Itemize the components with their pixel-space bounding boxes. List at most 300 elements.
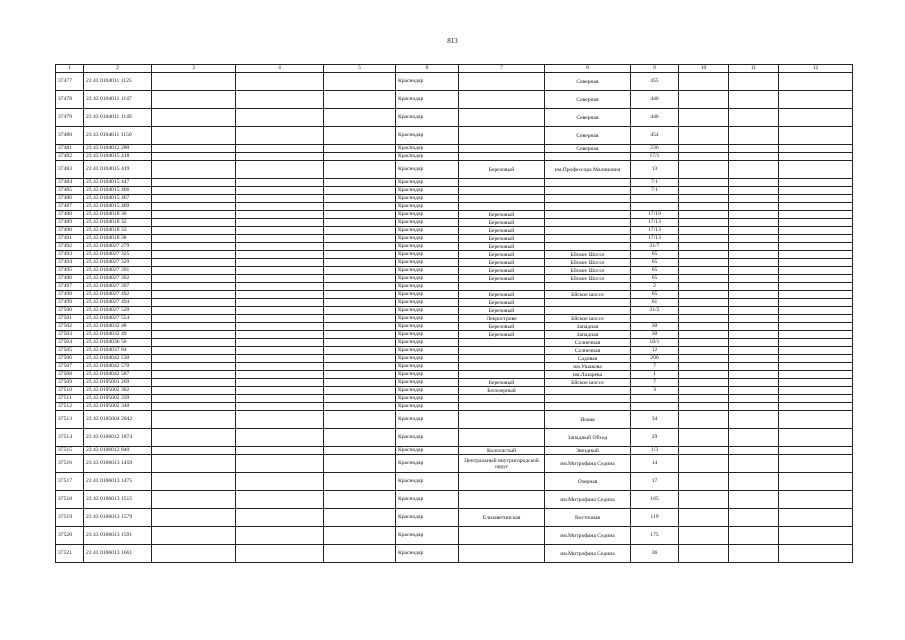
cell-col12 xyxy=(779,447,853,455)
district-cell xyxy=(459,545,545,563)
city-cell: Краснодар xyxy=(396,387,459,395)
table-row xyxy=(56,387,853,395)
street-cell xyxy=(545,235,631,243)
cell-col5 xyxy=(324,251,396,259)
cell-col12 xyxy=(779,211,853,219)
cell-col5 xyxy=(324,473,396,491)
street-cell: Западная xyxy=(545,331,631,339)
cell-col10 xyxy=(679,299,729,307)
cadastral-number: 23 43 0104015 467 xyxy=(84,195,152,203)
city-cell: Краснодар xyxy=(396,331,459,339)
cell-col3 xyxy=(152,73,236,91)
row-number: 37516 xyxy=(56,455,84,473)
street-cell: Бйское шоссе xyxy=(545,379,631,387)
street-cell: Северная xyxy=(545,127,631,145)
cadastral-number: 23 43 0106013 1475 xyxy=(84,473,152,491)
cell-col12 xyxy=(779,315,853,323)
cadastral-number: 23 43 0104027 494 xyxy=(84,299,152,307)
district-cell: Березовый xyxy=(459,291,545,299)
street-cell: Западная xyxy=(545,323,631,331)
row-number: 37521 xyxy=(56,545,84,563)
street-cell: Солнечная xyxy=(545,339,631,347)
cell-col5 xyxy=(324,195,396,203)
street-cell: Солнечная xyxy=(545,347,631,355)
cell-col11 xyxy=(729,379,779,387)
city-cell: Краснодар xyxy=(396,403,459,411)
row-number: 37490 xyxy=(56,227,84,235)
cadastral-number: 23 43 0105002 302 xyxy=(84,387,152,395)
house-cell: 65 xyxy=(631,291,679,299)
cell-col10 xyxy=(679,109,729,127)
city-cell: Краснодар xyxy=(396,275,459,283)
row-number: 37497 xyxy=(56,283,84,291)
city-cell: Краснодар xyxy=(396,259,459,267)
cadastral-number: 23 43 0105002 339 xyxy=(84,395,152,403)
cadastral-number: 23 43 0104015 419 xyxy=(84,161,152,179)
district-cell xyxy=(459,491,545,509)
table-row xyxy=(56,455,853,473)
district-cell: Березовый xyxy=(459,323,545,331)
cell-col5 xyxy=(324,235,396,243)
table-row xyxy=(56,363,853,371)
cell-col4 xyxy=(236,259,324,267)
cell-col11 xyxy=(729,219,779,227)
district-cell: Березовый xyxy=(459,219,545,227)
cell-col12 xyxy=(779,429,853,447)
row-number: 37500 xyxy=(56,307,84,315)
cell-col10 xyxy=(679,455,729,473)
district-cell: Елизаветинская xyxy=(459,509,545,527)
cell-col4 xyxy=(236,315,324,323)
cadastral-number: 23 43 0104018 30 xyxy=(84,211,152,219)
cell-col12 xyxy=(779,347,853,355)
column-header: 11 xyxy=(729,65,779,73)
row-number: 37486 xyxy=(56,195,84,203)
district-cell xyxy=(459,109,545,127)
cadastral-number: 23 43 0104011 1147 xyxy=(84,91,152,109)
street-cell: Звездный xyxy=(545,447,631,455)
cell-col11 xyxy=(729,195,779,203)
house-cell xyxy=(631,315,679,323)
row-number: 37519 xyxy=(56,509,84,527)
city-cell: Краснодар xyxy=(396,203,459,211)
row-number: 37507 xyxy=(56,363,84,371)
cell-col3 xyxy=(152,179,236,187)
street-cell: Бйское Шоссе xyxy=(545,259,631,267)
district-cell xyxy=(459,179,545,187)
row-number: 37495 xyxy=(56,267,84,275)
cell-col11 xyxy=(729,339,779,347)
house-cell: 236 xyxy=(631,145,679,153)
house-cell: 31/2 xyxy=(631,307,679,315)
cell-col11 xyxy=(729,283,779,291)
street-cell: им.Профессора Малиновна xyxy=(545,161,631,179)
cell-col4 xyxy=(236,219,324,227)
row-number: 37513 xyxy=(56,411,84,429)
street-cell: им.Лазарева xyxy=(545,371,631,379)
district-cell: Березовый xyxy=(459,275,545,283)
cell-col10 xyxy=(679,195,729,203)
cadastral-number: 23 43 0106013 1579 xyxy=(84,509,152,527)
table-row xyxy=(56,491,853,509)
cell-col11 xyxy=(729,315,779,323)
cell-col11 xyxy=(729,227,779,235)
row-number: 37492 xyxy=(56,243,84,251)
district-cell xyxy=(459,339,545,347)
cadastral-number: 23 43 0104015 466 xyxy=(84,187,152,195)
district-cell xyxy=(459,355,545,363)
cell-col12 xyxy=(779,195,853,203)
cell-col10 xyxy=(679,267,729,275)
cell-col10 xyxy=(679,387,729,395)
cell-col11 xyxy=(729,411,779,429)
cell-col3 xyxy=(152,387,236,395)
cell-col3 xyxy=(152,331,236,339)
cell-col4 xyxy=(236,331,324,339)
house-cell xyxy=(631,195,679,203)
cell-col5 xyxy=(324,545,396,563)
street-cell xyxy=(545,387,631,395)
row-number: 37491 xyxy=(56,235,84,243)
cell-col4 xyxy=(236,153,324,161)
table-header-row xyxy=(56,65,853,73)
cell-col12 xyxy=(779,91,853,109)
table-row xyxy=(56,323,853,331)
cell-col5 xyxy=(324,339,396,347)
street-cell: Северная xyxy=(545,91,631,109)
cell-col3 xyxy=(152,371,236,379)
house-cell: 200 xyxy=(631,355,679,363)
cell-col10 xyxy=(679,379,729,387)
street-cell: Бйское Шоссе xyxy=(545,251,631,259)
cadastral-number: 23 43 0104015 418 xyxy=(84,153,152,161)
city-cell: Краснодар xyxy=(396,411,459,429)
district-cell: Березовый xyxy=(459,251,545,259)
table-row xyxy=(56,211,853,219)
district-cell: Березовый xyxy=(459,307,545,315)
cell-col3 xyxy=(152,527,236,545)
cell-col11 xyxy=(729,235,779,243)
column-header: 7 xyxy=(459,65,545,73)
cell-col12 xyxy=(779,73,853,91)
house-cell: 17/13 xyxy=(631,235,679,243)
row-number: 37502 xyxy=(56,323,84,331)
city-cell: Краснодар xyxy=(396,299,459,307)
cell-col4 xyxy=(236,379,324,387)
house-cell: 7 xyxy=(631,363,679,371)
cell-col10 xyxy=(679,227,729,235)
table-row xyxy=(56,179,853,187)
cell-col5 xyxy=(324,307,396,315)
house-cell: 34 xyxy=(631,411,679,429)
house-cell: 17/13 xyxy=(631,227,679,235)
city-cell: Краснодар xyxy=(396,455,459,473)
cell-col11 xyxy=(729,211,779,219)
street-cell: Западный Обход xyxy=(545,429,631,447)
cell-col11 xyxy=(729,323,779,331)
cell-col11 xyxy=(729,355,779,363)
cell-col3 xyxy=(152,267,236,275)
house-cell: 1/3 xyxy=(631,447,679,455)
row-number: 37506 xyxy=(56,355,84,363)
table-row xyxy=(56,379,853,387)
cell-col3 xyxy=(152,109,236,127)
street-cell: им.Ушакова xyxy=(545,363,631,371)
cell-col12 xyxy=(779,127,853,145)
cell-col4 xyxy=(236,203,324,211)
row-number: 37498 xyxy=(56,291,84,299)
row-number: 37508 xyxy=(56,371,84,379)
cell-col11 xyxy=(729,267,779,275)
cell-col5 xyxy=(324,379,396,387)
table-row xyxy=(56,315,853,323)
table-row xyxy=(56,153,853,161)
row-number: 37487 xyxy=(56,203,84,211)
cell-col3 xyxy=(152,323,236,331)
cell-col4 xyxy=(236,91,324,109)
city-cell: Краснодар xyxy=(396,323,459,331)
cell-col11 xyxy=(729,491,779,509)
house-cell: 30 xyxy=(631,323,679,331)
cell-col12 xyxy=(779,403,853,411)
cadastral-number: 23 43 0104027 325 xyxy=(84,251,152,259)
row-number: 37489 xyxy=(56,219,84,227)
table-row xyxy=(56,195,853,203)
cell-col5 xyxy=(324,73,396,91)
cell-col12 xyxy=(779,379,853,387)
cadastral-number: 23 43 0105004 2042 xyxy=(84,411,152,429)
row-number: 37483 xyxy=(56,161,84,179)
house-cell: 31/7 xyxy=(631,243,679,251)
district-cell: Березовый xyxy=(459,211,545,219)
cell-col11 xyxy=(729,73,779,91)
cell-col10 xyxy=(679,371,729,379)
city-cell: Краснодар xyxy=(396,545,459,563)
cell-col4 xyxy=(236,211,324,219)
cell-col5 xyxy=(324,179,396,187)
city-cell: Краснодар xyxy=(396,195,459,203)
cell-col5 xyxy=(324,331,396,339)
cell-col5 xyxy=(324,455,396,473)
district-cell xyxy=(459,363,545,371)
cadastral-number: 23 43 0104042 570 xyxy=(84,363,152,371)
cell-col4 xyxy=(236,299,324,307)
cadastral-number: 23 43 0104042 587 xyxy=(84,371,152,379)
city-cell: Краснодар xyxy=(396,251,459,259)
cadastral-number: 23 43 0104018 33 xyxy=(84,227,152,235)
house-cell: 10/1 xyxy=(631,339,679,347)
cell-col4 xyxy=(236,145,324,153)
cell-col10 xyxy=(679,211,729,219)
cell-col12 xyxy=(779,145,853,153)
table-row xyxy=(56,145,853,153)
house-cell: 12 xyxy=(631,347,679,355)
cell-col3 xyxy=(152,473,236,491)
cell-col10 xyxy=(679,347,729,355)
row-number: 37494 xyxy=(56,259,84,267)
cell-col3 xyxy=(152,379,236,387)
district-cell xyxy=(459,371,545,379)
cell-col3 xyxy=(152,491,236,509)
city-cell: Краснодар xyxy=(396,161,459,179)
cell-col12 xyxy=(779,161,853,179)
cadastral-number: 23 43 0104027 492 xyxy=(84,291,152,299)
cell-col12 xyxy=(779,259,853,267)
table-row xyxy=(56,161,853,179)
cadastral-number: 23 43 0104036 50 xyxy=(84,339,152,347)
street-cell: Бйское шоссе xyxy=(545,291,631,299)
table-row xyxy=(56,127,853,145)
cell-col12 xyxy=(779,355,853,363)
data-table xyxy=(55,64,853,563)
street-cell xyxy=(545,187,631,195)
cell-col5 xyxy=(324,509,396,527)
street-cell xyxy=(545,219,631,227)
street-cell xyxy=(545,395,631,403)
house-cell: 165 xyxy=(631,491,679,509)
cell-col5 xyxy=(324,91,396,109)
cell-col10 xyxy=(679,307,729,315)
table-row xyxy=(56,299,853,307)
city-cell: Краснодар xyxy=(396,527,459,545)
cadastral-number: 23 43 0105001 269 xyxy=(84,379,152,387)
cell-col12 xyxy=(779,251,853,259)
table-row xyxy=(56,219,853,227)
cell-col3 xyxy=(152,227,236,235)
city-cell: Краснодар xyxy=(396,91,459,109)
cell-col4 xyxy=(236,291,324,299)
cell-col11 xyxy=(729,371,779,379)
table-row xyxy=(56,91,853,109)
cell-col12 xyxy=(779,331,853,339)
column-header: 1 xyxy=(56,65,84,73)
table-row xyxy=(56,403,853,411)
cell-col4 xyxy=(236,127,324,145)
city-cell: Краснодар xyxy=(396,283,459,291)
cell-col11 xyxy=(729,179,779,187)
house-cell: 65 xyxy=(631,251,679,259)
cell-col4 xyxy=(236,395,324,403)
district-cell xyxy=(459,91,545,109)
cell-col12 xyxy=(779,219,853,227)
table-row xyxy=(56,447,853,455)
column-header: 2 xyxy=(84,65,152,73)
cell-col4 xyxy=(236,403,324,411)
cell-col10 xyxy=(679,411,729,429)
cell-col3 xyxy=(152,347,236,355)
cell-col4 xyxy=(236,491,324,509)
street-cell xyxy=(545,243,631,251)
house-cell: 13 xyxy=(631,161,679,179)
cell-col10 xyxy=(679,363,729,371)
table-row xyxy=(56,243,853,251)
table-row xyxy=(56,411,853,429)
cell-col12 xyxy=(779,179,853,187)
cell-col12 xyxy=(779,339,853,347)
cell-col10 xyxy=(679,153,729,161)
city-cell: Краснодар xyxy=(396,145,459,153)
cell-col4 xyxy=(236,251,324,259)
district-cell: Березовый xyxy=(459,331,545,339)
cell-col10 xyxy=(679,355,729,363)
cell-col5 xyxy=(324,387,396,395)
cell-col3 xyxy=(152,299,236,307)
cell-col11 xyxy=(729,145,779,153)
row-number: 37510 xyxy=(56,387,84,395)
cell-col4 xyxy=(236,109,324,127)
district-cell: Березовый xyxy=(459,235,545,243)
row-number: 37481 xyxy=(56,145,84,153)
row-number: 37493 xyxy=(56,251,84,259)
cell-col10 xyxy=(679,429,729,447)
street-cell xyxy=(545,211,631,219)
cell-col10 xyxy=(679,509,729,527)
cell-col3 xyxy=(152,291,236,299)
cell-col11 xyxy=(729,429,779,447)
cell-col5 xyxy=(324,315,396,323)
table-row xyxy=(56,331,853,339)
table-row xyxy=(56,235,853,243)
house-cell: 61 xyxy=(631,299,679,307)
cell-col10 xyxy=(679,331,729,339)
cadastral-number: 23 43 0106012 840 xyxy=(84,447,152,455)
district-cell: Березовый xyxy=(459,379,545,387)
cell-col3 xyxy=(152,339,236,347)
cell-col3 xyxy=(152,145,236,153)
cell-col5 xyxy=(324,153,396,161)
cell-col11 xyxy=(729,363,779,371)
cell-col12 xyxy=(779,109,853,127)
cell-col5 xyxy=(324,363,396,371)
cell-col4 xyxy=(236,243,324,251)
cell-col3 xyxy=(152,275,236,283)
cell-col3 xyxy=(152,315,236,323)
table-row xyxy=(56,339,853,347)
district-cell xyxy=(459,283,545,291)
column-header: 12 xyxy=(779,65,853,73)
cell-col4 xyxy=(236,73,324,91)
cell-col3 xyxy=(152,127,236,145)
cell-col11 xyxy=(729,109,779,127)
cell-col10 xyxy=(679,91,729,109)
house-cell: 65 xyxy=(631,259,679,267)
cell-col4 xyxy=(236,411,324,429)
street-cell: Новая xyxy=(545,411,631,429)
cadastral-number: 23 43 0106013 1661 xyxy=(84,545,152,563)
city-cell: Краснодар xyxy=(396,109,459,127)
cell-col4 xyxy=(236,275,324,283)
table-row xyxy=(56,73,853,91)
district-cell xyxy=(459,347,545,355)
row-number: 37520 xyxy=(56,527,84,545)
row-number: 37478 xyxy=(56,91,84,109)
cell-col5 xyxy=(324,447,396,455)
cell-col5 xyxy=(324,243,396,251)
district-cell xyxy=(459,145,545,153)
city-cell: Краснодар xyxy=(396,153,459,161)
cell-col5 xyxy=(324,275,396,283)
cell-col5 xyxy=(324,371,396,379)
street-cell xyxy=(545,283,631,291)
cell-col3 xyxy=(152,509,236,527)
cadastral-number: 23 43 0106012 1874 xyxy=(84,429,152,447)
cell-col10 xyxy=(679,251,729,259)
district-cell xyxy=(459,187,545,195)
cadastral-number: 23 43 0104015 447 xyxy=(84,179,152,187)
cell-col12 xyxy=(779,527,853,545)
city-cell: Краснодар xyxy=(396,219,459,227)
house-cell: 29 xyxy=(631,429,679,447)
